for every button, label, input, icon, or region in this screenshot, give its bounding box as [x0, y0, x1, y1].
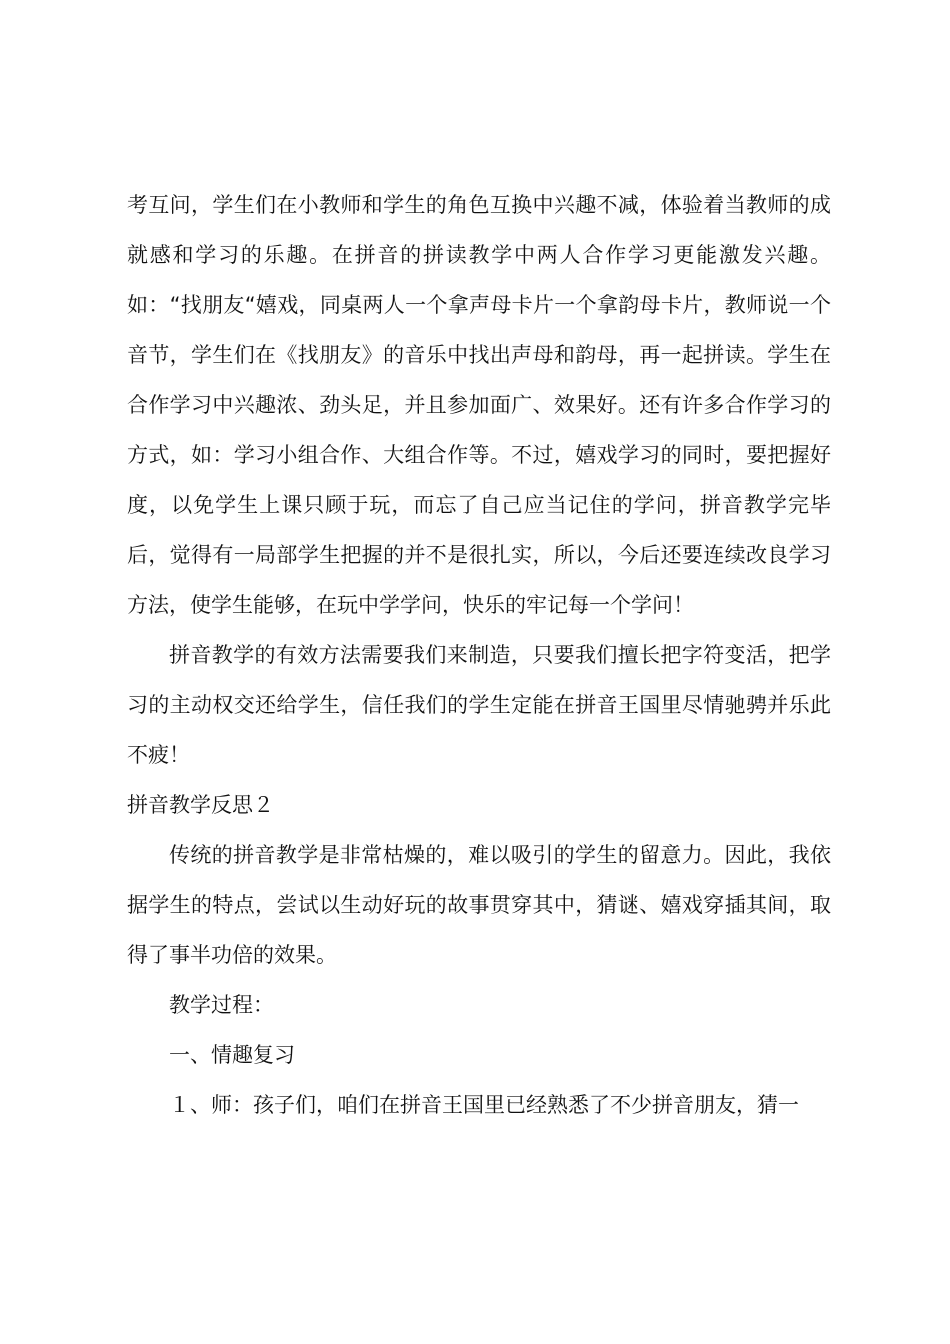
process-label: 教学过程：	[169, 993, 274, 1017]
paragraph-conclusion: 拼音教学的有效方法需要我们来制造，只要我们擅长把字符变活，把学习的主动权交还给学生，信任我们的学生定能在拼音王国里尽情驰骋并乐此不疲！	[127, 643, 831, 767]
paragraph-continued: 考互问，学生们在小教师和学生的角色互换中兴趣不减，体验着当教师的成就感和学习的乐趣。在拼音的拼读教学中两人合作学习更能激发兴趣。如：“找朋友“嬉戏，同桌两人一个拿声母卡片一个拿韵母卡片，教师说一个音节，学生们在《找朋友》的音乐中找出声母和韵母，再一起拼读。学生在合作学习中兴趣浓、劲头足，并且参加面广、效果好。还有许多合作学习的方式，如：学习小组合作、大组合作等。不过，嬉戏学习的同时，要把握好度，以免学生上课只顾于玩，而忘了自己应当记住的学问，拼音教学完毕后，觉得有一局部学生把握的并不是很扎实，所以，今后还要连续改良学习方法，使学生能够，在玩中学学问，快乐的牢记每一个学问！	[127, 193, 831, 617]
paragraph-intro: 传统的拼音教学是非常枯燥的，难以吸引的学生的留意力。因此，我依据学生的特点，尝试以生动好玩的故事贯穿其中，猜谜、嬉戏穿插其间，取得了事半功倍的效果。	[127, 843, 831, 967]
document-page	[127, 180, 831, 1130]
step-one-heading: 一、情趣复习	[169, 1043, 295, 1067]
section-title: 拼音教学反思２	[127, 793, 274, 817]
item-one: １、师：孩子们，咱们在拼音王国里已经熟悉了不少拼音朋友，猜一	[169, 1093, 799, 1117]
